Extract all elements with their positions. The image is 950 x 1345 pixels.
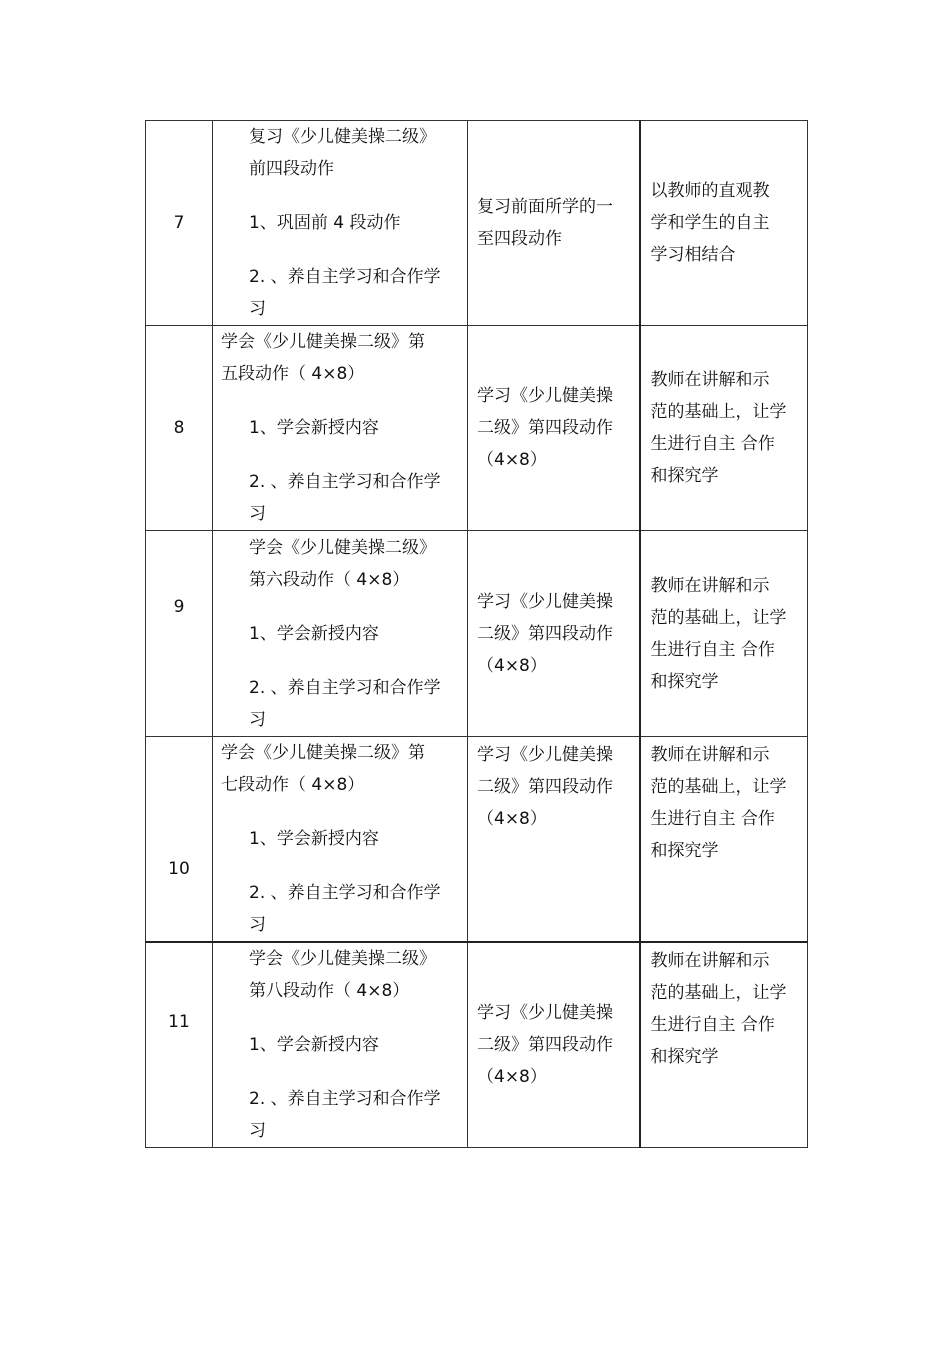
- content-line: 五段动作（ 4×8）: [221, 364, 365, 384]
- content-line: 2. 、养自主学习和合作学: [249, 472, 441, 492]
- content-line: 习: [249, 1121, 266, 1141]
- content-line: 学会《少儿健美操二级》: [249, 949, 436, 969]
- lesson-content-cell: [213, 121, 468, 326]
- method-line: 生进行自主 合作: [650, 1015, 775, 1035]
- method-line: 生进行自主 合作: [650, 809, 775, 829]
- method-line: 教师在讲解和示: [650, 951, 770, 971]
- method-line: 学和学生的自主: [650, 213, 770, 233]
- method-line: 教师在讲解和示: [650, 575, 770, 596]
- content-line: 学会《少儿健美操二级》第: [221, 743, 425, 763]
- review-line: （4×8）: [477, 450, 547, 470]
- method-line: 生进行自主 合作: [650, 434, 775, 454]
- method-line: 和探究学: [650, 466, 719, 486]
- content-line: 习: [249, 915, 266, 935]
- method-line: 范的基础上，让学: [650, 983, 787, 1003]
- content-line: 1、学会新授内容: [249, 829, 379, 849]
- lesson-content-cell: [213, 737, 468, 943]
- content-line: 习: [249, 299, 266, 319]
- method-line: 生进行自主 合作: [650, 639, 775, 660]
- method-line: 学习相结合: [650, 245, 736, 265]
- lesson-number: 11: [146, 942, 213, 1148]
- method-line: 范的基础上，让学: [650, 607, 787, 628]
- lesson-number: 9: [146, 531, 213, 737]
- review-line: 复习前面所学的一: [477, 197, 613, 217]
- content-line: 2. 、养自主学习和合作学: [249, 267, 441, 287]
- table-row: [146, 737, 808, 943]
- method-cell: [640, 737, 808, 943]
- review-line: 学习《少儿健美操: [477, 591, 613, 612]
- lesson-content-cell: [213, 531, 468, 737]
- review-cell: [468, 326, 640, 531]
- method-line: 和探究学: [650, 671, 719, 692]
- review-line: （4×8）: [477, 809, 547, 829]
- method-cell: [640, 942, 808, 1148]
- table-row: [146, 326, 808, 531]
- method-cell: [640, 121, 808, 326]
- method-line: 教师在讲解和示: [650, 745, 770, 765]
- review-line: 学习《少儿健美操: [477, 1003, 613, 1023]
- lesson-plan-table: [145, 120, 808, 1148]
- table-row: [146, 531, 808, 737]
- method-cell: [640, 531, 808, 737]
- content-line: 习: [249, 504, 266, 524]
- review-line: 二级》第四段动作: [477, 623, 613, 644]
- content-line: 前四段动作: [249, 159, 334, 179]
- content-line: 七段动作（ 4×8）: [221, 775, 365, 795]
- content-line: 2. 、养自主学习和合作学: [249, 1089, 441, 1109]
- review-line: （4×8）: [477, 655, 547, 676]
- method-line: 教师在讲解和示: [650, 370, 770, 390]
- table-row: [146, 121, 808, 326]
- method-line: 和探究学: [650, 841, 719, 861]
- content-line: 2. 、养自主学习和合作学: [249, 883, 441, 903]
- review-line: （4×8）: [477, 1067, 547, 1087]
- review-cell: [468, 942, 640, 1148]
- lesson-number: 7: [146, 121, 213, 326]
- method-cell: [640, 326, 808, 531]
- content-line: 第六段动作（ 4×8）: [249, 569, 410, 590]
- content-line: 1、学会新授内容: [249, 1035, 379, 1055]
- method-line: 以教师的直观教: [650, 181, 770, 201]
- review-line: 二级》第四段动作: [477, 418, 613, 438]
- content-line: 1、学会新授内容: [249, 418, 379, 438]
- lesson-content-cell: [213, 326, 468, 531]
- content-line: 复习《少儿健美操二级》: [249, 127, 436, 147]
- content-line: 习: [249, 709, 266, 730]
- review-line: 学习《少儿健美操: [477, 745, 613, 765]
- lesson-number: 10: [146, 737, 213, 943]
- content-line: 1、巩固前 4 段动作: [249, 213, 401, 233]
- method-line: 和探究学: [650, 1047, 719, 1067]
- content-line: 第八段动作（ 4×8）: [249, 981, 410, 1001]
- lesson-content-cell: [213, 942, 468, 1148]
- lesson-number: 8: [146, 326, 213, 531]
- content-line: 学会《少儿健美操二级》第: [221, 332, 425, 352]
- review-line: 学习《少儿健美操: [477, 386, 613, 406]
- review-line: 二级》第四段动作: [477, 1035, 613, 1055]
- method-line: 范的基础上，让学: [650, 402, 787, 422]
- review-cell: [468, 121, 640, 326]
- table-row: [146, 942, 808, 1148]
- review-line: 二级》第四段动作: [477, 777, 613, 797]
- method-line: 范的基础上，让学: [650, 777, 787, 797]
- content-line: 1、学会新授内容: [249, 623, 379, 644]
- content-line: 2. 、养自主学习和合作学: [249, 677, 441, 698]
- content-line: 学会《少儿健美操二级》: [249, 537, 436, 558]
- review-cell: [468, 531, 640, 737]
- review-cell: [468, 737, 640, 943]
- review-line: 至四段动作: [477, 229, 562, 249]
